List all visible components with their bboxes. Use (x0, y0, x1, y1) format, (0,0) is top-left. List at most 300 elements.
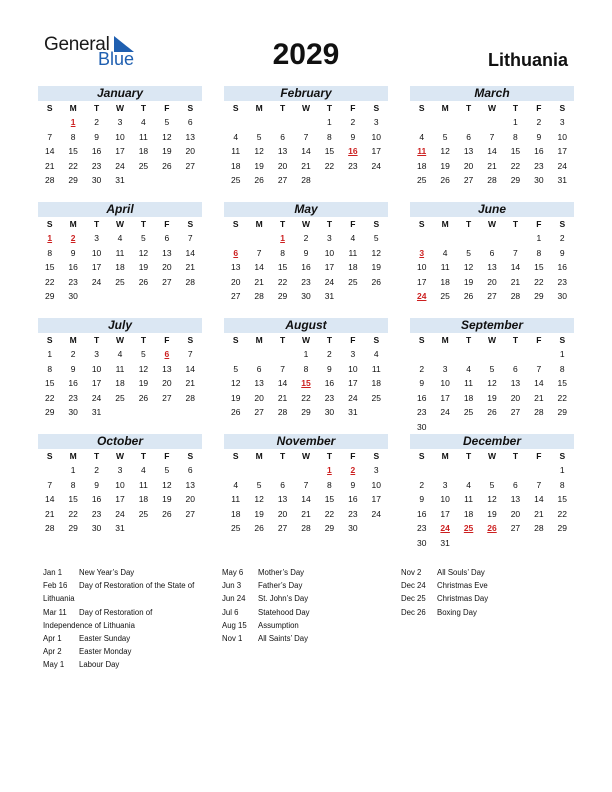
holiday-entry (222, 592, 392, 605)
day-cell: 14 (254, 262, 264, 272)
day-cell: 12 (162, 131, 172, 142)
holiday-name: Christmas Eve (437, 581, 488, 591)
month-title: June (410, 202, 574, 217)
day-cell: 25 (348, 276, 358, 287)
weekday-label: M (441, 335, 449, 345)
day-cell: 18 (115, 378, 125, 388)
holiday-date: Aug 15 (222, 620, 247, 630)
day-cell: 29 (557, 407, 568, 417)
day-cell: 22 (324, 160, 335, 171)
day-cell: 6 (513, 363, 518, 374)
weekday-label: S (418, 219, 425, 229)
day-cell: 13 (162, 363, 172, 374)
day-cell: 1 (303, 349, 309, 359)
day-cell: 29 (510, 175, 521, 185)
day-cell: 31 (557, 175, 568, 185)
day-cell: 28 (254, 291, 264, 301)
weekday-label: W (487, 335, 496, 345)
day-cell: 7 (187, 349, 193, 359)
day-cell: 16 (416, 508, 427, 519)
day-cell: 20 (463, 160, 474, 171)
day-cell: 31 (91, 407, 102, 417)
day-cell: 10 (557, 131, 568, 142)
holiday-entry (43, 566, 213, 579)
day-cell: 6 (187, 465, 193, 475)
day-cell: 15 (68, 146, 78, 156)
empty-cell (480, 115, 503, 130)
day-cell: 22 (557, 392, 568, 403)
holiday-name: Assumption (258, 620, 299, 630)
day-cell: 3 (442, 479, 448, 490)
weekday-label: W (301, 335, 310, 345)
day-cell: 14 (185, 363, 196, 374)
weekday-label: T (93, 103, 100, 113)
day-cell: 27 (277, 175, 288, 185)
day-cell: 17 (348, 378, 358, 388)
day-cell: 28 (487, 175, 497, 185)
empty-cell (433, 347, 456, 362)
weekday-label: S (373, 219, 380, 229)
day-cell: 25 (230, 523, 241, 533)
country-name: Lithuania (488, 50, 568, 70)
day-cell: 31 (115, 523, 125, 533)
holiday-day: 3 (419, 247, 425, 258)
day-cell: 5 (141, 233, 146, 243)
day-cell: 4 (117, 349, 123, 359)
day-cell: 20 (510, 392, 521, 403)
day-cell: 8 (70, 131, 76, 142)
day-cell: 7 (280, 363, 285, 374)
month-title: March (410, 86, 574, 101)
day-cell: 17 (371, 146, 382, 156)
day-cell: 30 (91, 175, 102, 185)
empty-cell (457, 347, 480, 362)
empty-cell (294, 463, 317, 478)
day-cell: 26 (254, 175, 264, 185)
day-cell: 25 (416, 175, 427, 185)
day-cell: 14 (44, 494, 55, 504)
day-cell: 28 (44, 175, 55, 185)
holiday-day: 25 (463, 523, 474, 533)
empty-cell (480, 231, 503, 246)
day-cell: 5 (233, 363, 239, 374)
day-cell: 16 (557, 262, 568, 272)
day-cell: 17 (440, 508, 450, 519)
day-cell: 4 (373, 349, 379, 359)
day-cell: 11 (139, 131, 148, 142)
holiday-name: Day of Restoration of the State of (79, 581, 195, 591)
day-cell: 11 (115, 247, 125, 258)
holiday-day: 24 (440, 523, 450, 533)
day-cell: 19 (254, 160, 264, 171)
weekday-label: S (418, 335, 425, 345)
day-cell: 23 (68, 392, 78, 403)
day-cell: 21 (301, 508, 311, 519)
day-cell: 12 (487, 494, 497, 504)
holiday-day: 6 (233, 247, 239, 258)
day-cell: 11 (371, 363, 381, 374)
day-cell: 11 (464, 494, 473, 504)
day-cell: 18 (138, 494, 149, 504)
day-cell: 21 (185, 262, 196, 272)
day-cell: 27 (230, 291, 241, 301)
day-cell: 1 (327, 117, 332, 127)
empty-cell (504, 231, 527, 246)
day-cell: 5 (256, 131, 262, 142)
holiday-name: Day of Restoration of (79, 607, 153, 617)
day-cell: 21 (534, 508, 544, 519)
holiday-date: Apr 1 (43, 634, 62, 644)
day-cell: 21 (301, 160, 311, 171)
day-grid (38, 231, 202, 304)
holiday-name: All Souls’ Day (437, 568, 485, 577)
day-cell: 7 (513, 247, 518, 258)
day-cell: 24 (557, 160, 568, 171)
day-cell: 8 (536, 247, 542, 258)
empty-cell (294, 115, 317, 130)
day-cell: 17 (371, 494, 382, 504)
day-cell: 2 (419, 479, 425, 490)
day-cell: 6 (489, 247, 495, 258)
month-title: May (224, 202, 388, 217)
day-cell: 26 (463, 291, 474, 301)
day-cell: 6 (256, 363, 262, 374)
day-cell: 13 (254, 378, 264, 388)
day-cell: 5 (373, 233, 379, 243)
day-cell: 29 (301, 407, 311, 417)
day-cell: 13 (487, 262, 497, 272)
weekday-header (410, 450, 574, 463)
day-cell: 2 (94, 117, 99, 127)
weekday-label: T (326, 103, 333, 113)
day-cell: 1 (47, 349, 53, 359)
day-cell: 13 (230, 262, 241, 272)
day-cell: 16 (348, 494, 358, 504)
weekday-label: S (187, 103, 194, 113)
day-cell: 19 (254, 508, 264, 519)
day-cell: 19 (440, 160, 450, 171)
day-cell: 14 (301, 146, 311, 156)
weekday-label: S (46, 219, 53, 229)
empty-cell (224, 463, 247, 478)
day-cell: 9 (70, 247, 76, 258)
day-cell: 4 (466, 363, 471, 374)
day-cell: 23 (301, 276, 311, 287)
day-cell: 31 (115, 175, 125, 185)
weekday-label: T (279, 103, 286, 113)
holiday-date: May 6 (222, 568, 244, 577)
logo-text-general: General (44, 34, 110, 55)
day-cell: 14 (44, 146, 55, 156)
day-cell: 10 (324, 247, 335, 258)
day-cell: 7 (489, 131, 495, 142)
day-cell: 29 (277, 291, 288, 301)
weekday-label: T (512, 219, 519, 229)
day-cell: 30 (301, 291, 311, 301)
weekday-label: S (232, 219, 239, 229)
day-cell: 15 (324, 494, 335, 504)
month-title: August (224, 318, 388, 333)
empty-cell (247, 115, 270, 130)
day-cell: 3 (442, 363, 448, 374)
day-cell: 6 (513, 479, 518, 490)
day-cell: 28 (301, 175, 311, 185)
day-cell: 24 (371, 508, 382, 519)
day-cell: 10 (91, 363, 102, 374)
weekday-label: M (69, 103, 77, 113)
holiday-name-continued: Lithuania (43, 594, 75, 604)
empty-cell (247, 231, 270, 246)
weekday-label: F (536, 219, 542, 229)
day-cell: 11 (464, 378, 473, 388)
day-cell: 18 (230, 160, 241, 171)
day-cell: 27 (510, 523, 521, 533)
weekday-label: S (232, 451, 239, 461)
day-grid (410, 115, 574, 188)
holiday-entry (222, 566, 392, 579)
day-cell: 22 (44, 392, 55, 403)
weekday-label: S (559, 335, 566, 345)
empty-cell (247, 347, 270, 362)
month-february (224, 86, 388, 188)
day-cell: 3 (373, 117, 379, 127)
holiday-entry (401, 592, 571, 605)
day-cell: 18 (440, 276, 450, 287)
month-title: December (410, 434, 574, 449)
holiday-name: Easter Monday (79, 647, 132, 657)
weekday-label: F (536, 335, 542, 345)
day-cell: 8 (70, 479, 76, 490)
day-cell: 20 (230, 276, 241, 287)
day-cell: 24 (115, 508, 125, 519)
day-cell: 29 (534, 291, 544, 301)
day-cell: 25 (138, 160, 149, 171)
day-cell: 8 (303, 363, 309, 374)
day-cell: 23 (68, 276, 78, 287)
day-cell: 16 (91, 494, 102, 504)
day-cell: 28 (510, 291, 521, 301)
month-june (410, 202, 574, 304)
day-cell: 24 (348, 392, 358, 403)
month-january (38, 86, 202, 188)
day-cell: 18 (463, 508, 474, 519)
day-cell: 22 (68, 160, 78, 171)
day-cell: 17 (115, 494, 125, 504)
day-cell: 22 (324, 508, 335, 519)
holiday-date: Nov 1 (222, 634, 243, 644)
day-cell: 17 (91, 262, 102, 272)
weekday-label: M (441, 451, 449, 461)
weekday-label: F (350, 451, 356, 461)
day-cell: 15 (44, 378, 55, 388)
weekday-label: M (255, 103, 263, 113)
day-cell: 25 (115, 276, 125, 287)
day-cell: 5 (164, 465, 170, 475)
day-cell: 9 (350, 479, 356, 490)
day-cell: 4 (141, 465, 146, 475)
day-cell: 19 (138, 262, 149, 272)
day-cell: 14 (510, 262, 521, 272)
empty-cell (224, 231, 247, 246)
day-cell: 12 (254, 494, 264, 504)
day-cell: 28 (185, 392, 196, 403)
day-cell: 16 (91, 146, 102, 156)
weekday-label: W (115, 335, 124, 345)
holiday-date: Jan 1 (43, 568, 63, 577)
holiday-day: 1 (47, 233, 53, 243)
day-cell: 9 (419, 494, 425, 504)
day-cell: 18 (138, 146, 149, 156)
holiday-name: All Saints’ Day (258, 634, 308, 644)
weekday-label: S (373, 103, 380, 113)
weekday-label: S (232, 335, 239, 345)
day-cell: 15 (557, 494, 568, 504)
day-cell: 3 (117, 465, 123, 475)
day-cell: 10 (416, 262, 427, 272)
day-cell: 17 (440, 392, 450, 403)
day-grid (224, 347, 388, 420)
day-cell: 29 (68, 523, 78, 533)
weekday-label: M (441, 103, 449, 113)
day-cell: 2 (559, 233, 565, 243)
holiday-name: Mother’s Day (258, 568, 305, 577)
day-cell: 18 (416, 160, 427, 171)
empty-cell (433, 463, 456, 478)
empty-cell (247, 463, 270, 478)
day-cell: 6 (187, 117, 193, 127)
weekday-label: M (69, 335, 77, 345)
day-cell: 3 (327, 233, 332, 243)
day-cell: 20 (185, 494, 196, 504)
day-cell: 27 (254, 407, 264, 417)
weekday-header (224, 102, 388, 115)
weekday-label: T (512, 451, 519, 461)
day-cell: 9 (350, 131, 356, 142)
day-cell: 13 (463, 146, 474, 156)
day-cell: 11 (231, 146, 241, 156)
holiday-entry (401, 606, 571, 619)
weekday-label: T (93, 219, 100, 229)
holiday-entry (43, 658, 213, 671)
holiday-day: 1 (70, 117, 76, 127)
day-cell: 9 (419, 378, 425, 388)
day-cell: 25 (230, 175, 241, 185)
day-cell: 7 (536, 479, 542, 490)
weekday-label: S (187, 219, 194, 229)
weekday-label: W (301, 103, 310, 113)
day-cell: 5 (141, 349, 146, 359)
day-cell: 8 (47, 247, 53, 258)
holiday-date: Dec 24 (401, 581, 426, 591)
day-cell: 20 (254, 392, 264, 403)
day-cell: 8 (327, 479, 332, 490)
day-cell: 13 (510, 378, 521, 388)
day-cell: 5 (466, 247, 471, 258)
weekday-label: T (465, 335, 472, 345)
weekday-label: T (326, 219, 333, 229)
day-cell: 9 (536, 131, 542, 142)
day-cell: 8 (280, 247, 285, 258)
day-cell: 30 (557, 291, 568, 301)
month-october (38, 434, 202, 536)
day-cell: 17 (416, 276, 427, 287)
day-cell: 10 (115, 479, 125, 490)
weekday-label: S (46, 335, 53, 345)
day-cell: 23 (416, 523, 427, 533)
holiday-day: 15 (301, 378, 311, 388)
day-cell: 20 (185, 146, 196, 156)
day-grid (410, 231, 574, 304)
day-grid (410, 463, 574, 550)
day-cell: 10 (115, 131, 125, 142)
holiday-entry (43, 579, 213, 592)
holiday-name: Easter Sunday (79, 634, 131, 644)
holiday-date: Apr 2 (43, 647, 62, 657)
weekday-label: W (487, 103, 496, 113)
day-grid (38, 463, 202, 536)
day-cell: 6 (280, 479, 285, 490)
weekday-header (410, 102, 574, 115)
day-cell: 22 (301, 392, 311, 403)
day-cell: 21 (510, 276, 521, 287)
day-cell: 7 (303, 479, 309, 490)
weekday-label: S (232, 103, 239, 113)
weekday-label: W (115, 219, 124, 229)
month-march (410, 86, 574, 188)
day-cell: 4 (466, 479, 471, 490)
day-cell: 9 (559, 247, 565, 258)
day-cell: 16 (301, 262, 311, 272)
day-cell: 27 (487, 291, 497, 301)
weekday-label: F (350, 103, 356, 113)
day-cell: 27 (162, 276, 172, 287)
holiday-day: 1 (327, 465, 332, 475)
day-cell: 23 (348, 508, 358, 519)
weekday-label: S (418, 103, 425, 113)
weekday-header (410, 334, 574, 347)
day-cell: 26 (162, 508, 172, 519)
holiday-name: Statehood Day (258, 607, 310, 617)
day-cell: 14 (277, 378, 288, 388)
holiday-date: Mar 11 (43, 607, 67, 617)
weekday-label: T (279, 335, 286, 345)
day-cell: 3 (559, 117, 565, 127)
weekday-label: S (46, 451, 53, 461)
weekday-label: T (279, 451, 286, 461)
weekday-header (38, 218, 202, 231)
day-cell: 29 (44, 291, 55, 301)
weekday-label: M (255, 451, 263, 461)
holiday-date: Nov 2 (401, 568, 422, 577)
day-cell: 28 (44, 523, 55, 533)
day-cell: 15 (510, 146, 521, 156)
day-cell: 4 (233, 131, 239, 142)
weekday-header (410, 218, 574, 231)
weekday-label: M (255, 219, 263, 229)
holiday-entry (43, 632, 213, 645)
day-cell: 10 (440, 378, 450, 388)
empty-cell (224, 347, 247, 362)
day-cell: 25 (115, 392, 125, 403)
month-title: February (224, 86, 388, 101)
day-cell: 20 (277, 160, 288, 171)
weekday-label: S (418, 451, 425, 461)
day-cell: 15 (557, 378, 568, 388)
month-title: September (410, 318, 574, 333)
day-cell: 2 (350, 117, 356, 127)
weekday-label: M (69, 219, 77, 229)
day-cell: 2 (70, 349, 76, 359)
